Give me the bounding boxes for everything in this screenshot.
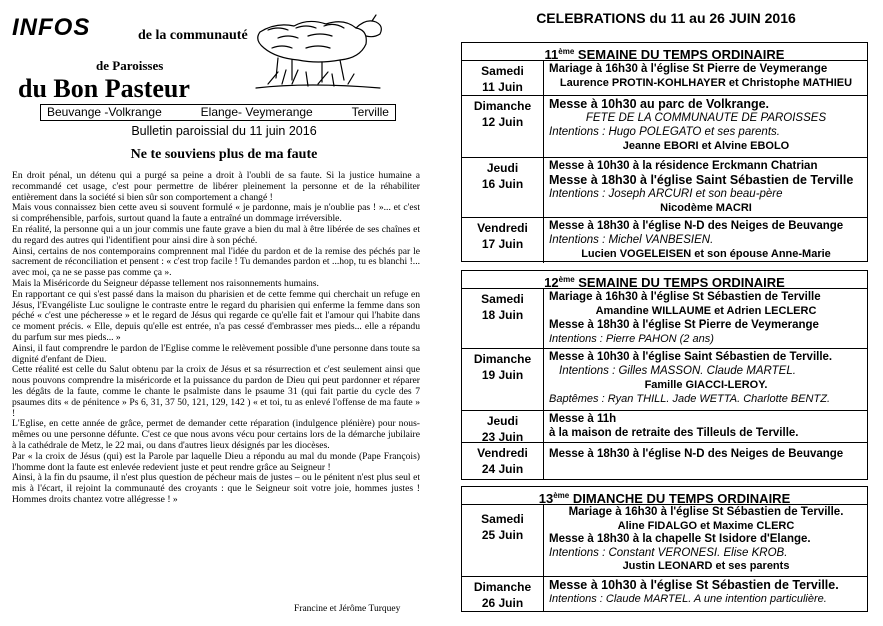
day-cell [462,349,544,410]
event-line: Intentions : Michel VANBESIEN. [549,234,714,246]
celebration-day-row [462,411,867,443]
day-cell [462,61,544,95]
event-line: Intentions : Constant VERONESI. Elise KROB. [549,546,788,559]
sheep-icon [248,12,388,94]
article-paragraph: Mais vous connaissez bien cette aveu si souvent formulé « je pardonne, mais je n'oublie pas ! »... et c'est si compréhensible, parfois, surtout quand la faute a entraîné un dommage irréversible. [12,202,420,225]
village-terville: Terville [351,105,389,119]
village-elange-veymerange: Elange- Veymerange [200,105,313,119]
bulletin-column [8,6,440,620]
event-line: Mariage à 16h30 à l'église St Sébastien de Terville [549,291,821,303]
day-date: 23 Juin [481,430,524,444]
event-line: Messe à 10h30 à la résidence Erckmann Chatrian [549,160,818,172]
event-line: Amandine WILLAUME et Adrien LECLERC [595,305,817,317]
events-cell [544,443,867,479]
event-line: Lucien VOGELEISEN et son épouse Anne-Marie [581,248,831,260]
article-paragraph: L'Eglise, en cette année de grâce, permet de demander cette réparation (indulgence plénière) pour nous-mêmes ou une personne défunte. C'est ce que nous avons vécu pour certains lors de la démarche jubilaire à la cathédrale de Metz, le 22 mai, ou dans d'autres lieux désignés par les diocèses. [12,418,420,451]
events-cell [544,411,867,442]
day-cell [462,289,544,348]
day-name: Dimanche [473,99,532,113]
article-paragraph: En droit pénal, un détenu qui a purgé sa peine a droit à l'oubli de sa faute. Si la justice humaine a recommandé cet usage, c'est pour permettre de libérer pleinement la personne et de la réhabiliter entièrement dans la société si bien sûr son comportement a changé ! [12,170,420,203]
week-label: SEMAINE DU TEMPS ORDINAIRE [578,275,785,290]
event-line: Messe à 10h30 à l'église St Sébastien de Terville. [549,578,839,592]
day-date: 17 Juin [481,237,524,251]
day-cell [462,96,544,157]
day-cell [462,577,544,611]
event-line: Messe à 18h30 à l'église N-D des Neiges de Beuvange [549,448,844,460]
day-date: 18 Juin [481,308,524,322]
article-body [12,171,420,506]
day-name: Vendredi [477,221,528,235]
celebration-day-row [462,61,867,96]
day-date: 12 Juin [481,115,524,129]
events-cell [544,349,867,410]
week-suffix: ème [558,47,575,56]
article-paragraph: Ainsi, à la fin du psaume, il n'est plus question de pécheur mais de justes – ou le pénitent n'est plus seul et mis à l'écart, il rejoint la communauté des croyants : que le Seigneur soit votre joie, hommes justes ! Hommes droits chantez votre allégresse ! » [12,472,420,505]
article-paragraph: Par « la croix de Jésus (qui) est la Parole par laquelle Dieu a répondu au mal du monde (Pape François) l'homme dont la faute est enlevée redevient juste et peut rendre grâce au Seigneur ! [12,450,420,473]
event-line: à la maison de retraite des Tilleuls de Terville. [549,427,799,439]
week-number: 12 [544,275,559,290]
week-suffix: ème [558,275,575,284]
article-paragraph: Mais la Miséricorde du Seigneur dépasse tellement nos raisonnements humains. [12,277,319,289]
community-name: du Bon Pasteur [18,74,190,103]
week-13-heading [462,487,867,505]
events-cell [544,505,867,576]
week-label: SEMAINE DU TEMPS ORDINAIRE [577,47,785,62]
day-cell [462,411,544,442]
event-line: Messe à 18h30 à l'église St Pierre de Veymerange [549,319,819,331]
week-label: DIMANCHE DU TEMPS ORDINAIRE [572,491,791,506]
celebration-day-row [462,158,867,218]
article-paragraph: Ainsi, il faut comprendre le pardon de l'Eglise comme le relèvement possible d'une personne dans toute sa dignité d'enfant de Dieu. [12,342,420,365]
celebration-day-row [462,218,867,263]
article-signature: Francine et Jérôme Turquey [294,604,401,614]
event-line: Intentions : Pierre PAHON (2 ans) [549,333,714,345]
day-name: Dimanche [473,352,532,366]
day-date: 19 Juin [481,368,524,382]
celebration-day-row [462,289,867,349]
day-cell [462,158,544,217]
week-12-heading [462,271,867,289]
event-line: Baptêmes : Ryan THILL. Jade WETTA. Charlotte BENTZ. [549,393,830,405]
day-name: Jeudi [486,414,519,428]
week-suffix: ème [553,491,570,500]
event-line: Messe à 10h30 à l'église Saint Sébastien de Terville. [549,351,833,363]
day-name: Vendredi [477,446,528,460]
event-line: Laurence PROTIN-KOHLHAYER et Christophe MATHIEU [559,77,853,89]
event-line: Justin LEONARD et ses parents [622,560,790,573]
event-line: Messe à 18h30 à l'église N-D des Neiges de Beuvange [549,220,844,232]
day-cell [462,443,544,479]
infos-heading: INFOS [12,14,91,41]
parishes-heading: de Paroisses [96,58,164,73]
event-line: Messe à 11h [549,413,617,425]
week-13-box [461,486,868,612]
event-line: Intentions : Hugo POLEGATO et ses parents. [549,126,780,138]
week-number: 13 [538,491,554,506]
celebration-day-row [462,505,867,577]
day-name: Dimanche [473,580,532,594]
day-name: Jeudi [486,161,519,175]
celebration-day-row [462,577,867,611]
events-cell [544,577,867,611]
event-line: FETE DE LA COMMUNAUTE DE PAROISSES [585,112,827,124]
article-title: Ne te souviens plus de ma faute [130,147,318,162]
day-cell [462,505,544,576]
event-line: Famille GIACCI-LEROY. [644,379,768,391]
event-line: Intentions : Claude MARTEL. A une intention particulière. [549,593,827,605]
events-cell [544,158,867,217]
week-12-box [461,270,868,480]
event-line: Intentions : Gilles MASSON. Claude MARTEL. [559,365,796,377]
day-date: 16 Juin [481,177,524,191]
day-name: Samedi [481,512,524,526]
celebration-day-row [462,96,867,158]
day-date: 25 Juin [481,528,524,542]
day-date: 11 Juin [482,80,523,94]
celebrations-column [456,6,876,620]
day-name: Samedi [481,64,524,78]
week-11-heading [462,43,867,61]
community-heading: de la communauté [138,28,248,43]
village-beuvange-volkrange: Beuvange -Volkrange [47,105,162,119]
villages-bar [40,104,396,121]
day-name: Samedi [481,292,524,306]
event-line: Aline FIDALGO et Maxime CLERC [617,519,795,532]
article-paragraph: En réalité, la personne qui a un jour commis une faute grave a bien du mal à être libérée de ses chaînes et du regard des autres qui l'identifient pour ainsi dire à son péché. [12,223,420,246]
day-cell [462,218,544,263]
events-cell [544,61,867,95]
event-line: Messe à 18h30 à l'église Saint Sébastien de Terville [549,173,854,187]
celebrations-title: CELEBRATIONS du 11 au 26 JUIN 2016 [536,10,796,26]
event-line: Messe à 10h30 au parc de Volkrange. [549,97,770,111]
week-number: 11 [544,47,559,62]
celebration-day-row [462,349,867,411]
week-11-box [461,42,868,262]
article-paragraph: Cette réalité est celle du Salut obtenu par la croix de Jésus et sa résurrection et c'est seulement ainsi que nous pouvons comprendre la miséricorde et la puissance du pardon de Dieu qui peut pardonner et réparer les dégâts de la faute, comme le chante le psalmiste dans le psaume 31 (qui fait partie du cycle des 7 psaumes dits « de pénitence » Ps 6, 31, 37 50, 121, 129, 142 ) « et toi, tu as enlevé l'offense de ma faute » ! [12,364,420,419]
events-cell [544,289,867,348]
event-line: Messe à 18h30 à la chapelle St Isidore d'Elange. [549,533,811,546]
bulletin-date: Bulletin paroissial du 11 juin 2016 [131,124,317,138]
events-cell [544,96,867,157]
celebration-day-row [462,443,867,479]
event-line: Mariage à 16h30 à l'église St Pierre de Veymerange [549,63,828,75]
events-cell [544,218,867,263]
event-line: Intentions : Joseph ARCURI et son beau-père [549,188,783,200]
article-paragraph: En rapportant ce qui s'est passé dans la maison du pharisien et de cette femme qui cherchait un refuge en Jésus, l'Evangéliste Luc souligne le contraste entre le regard du pharisien qui enferme la femme dans son péché « c'est une pécheresse » et le regard de Jésus qui regarde ce qu'elle fait et l'amour qui l'habite dans ce moment précis. « Elle, depuis qu'elle est entrée, n'a pas cessé d'embrasser mes pieds... elle a répandu du parfum sur mes pieds... » [12,288,420,343]
event-line: Jeanne EBORI et Alvine EBOLO [622,140,790,152]
day-date: 26 Juin [481,596,524,610]
event-line: Nicodème MACRI [660,202,752,214]
article-paragraph: Ainsi, certains de nos contemporains comprennent mal l'idée du pardon et de la remise des péchés par le sacrement de réconciliation et pensent : « c'est trop facile ! Tu demandes pardon et ...hop, tu es blanchi !... avec moi, ça ne se passe pas comme ça ». [12,245,420,279]
day-date: 24 Juin [481,462,524,476]
event-line: Mariage à 16h30 à l'église St Sébastien de Terville. [568,506,844,518]
